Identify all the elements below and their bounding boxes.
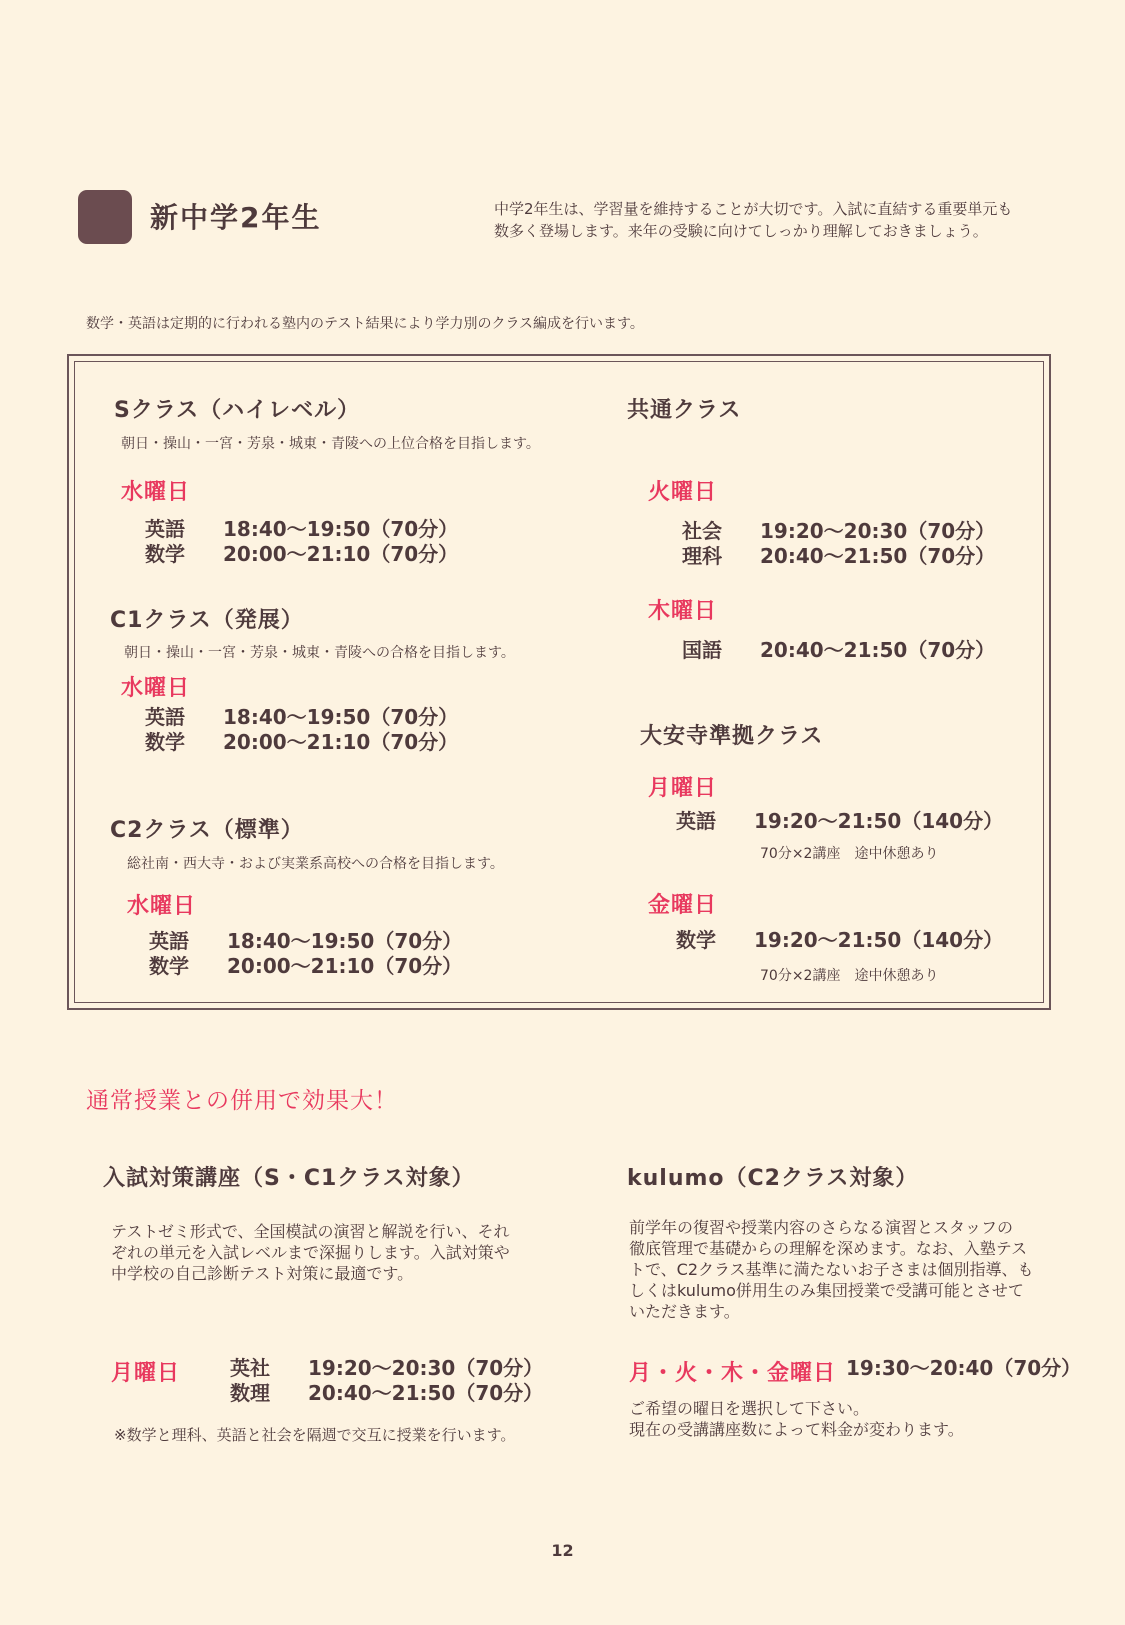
entrance-course-desc: [111, 1221, 571, 1284]
desc-line: 中学校の自己診断テスト対策に最適です。: [111, 1264, 414, 1283]
intro-line: 数多く登場します。来年の受験に向けてしっかり理解しておきましょう。: [494, 222, 988, 240]
common-day-tue: 火曜日: [648, 480, 718, 505]
schedule-row: [149, 954, 462, 979]
s-class-schedule: [145, 517, 458, 567]
subject: 理科: [682, 544, 722, 568]
subject: 英語: [145, 517, 185, 541]
desc-line: トで、C2クラス基準に満たないお子さまは個別指導、も: [629, 1260, 1034, 1279]
common-thu-schedule: [682, 638, 995, 663]
c2-class-day: 水曜日: [127, 894, 197, 919]
common-day-thu: 木曜日: [648, 599, 718, 624]
kulumo-desc: [629, 1217, 1089, 1322]
time: 20:00〜21:10（70分）: [223, 730, 459, 754]
desc-line: 前学年の復習や授業内容のさらなる演習とスタッフの: [629, 1218, 1014, 1237]
schedule-row: [145, 517, 458, 542]
subject: 英語: [676, 809, 716, 833]
time: 19:20〜20:30（70分）: [760, 519, 996, 543]
common-tue-schedule: [682, 519, 995, 569]
grade-title: 新中学2年生: [150, 201, 322, 234]
common-class-title: 共通クラス: [627, 398, 742, 423]
schedule-row: [149, 929, 462, 954]
entrance-course-title: 入試対策講座（S・C1クラス対象）: [103, 1166, 475, 1191]
kulumo-title: kulumo（C2クラス対象）: [627, 1166, 919, 1191]
s-class-title: Sクラス（ハイレベル）: [114, 398, 361, 423]
schedule-row: [230, 1356, 543, 1381]
subject: 英語: [145, 705, 185, 729]
daianji-day-fri: 金曜日: [648, 893, 718, 918]
c2-class-title: C2クラス（標準）: [110, 818, 304, 843]
time: 20:00〜21:10（70分）: [223, 542, 459, 566]
subject: 数学: [149, 954, 189, 978]
desc-line: テストゼミ形式で、全国模試の演習と解説を行い、それ: [111, 1222, 510, 1241]
daianji-mon-schedule: [676, 809, 1003, 834]
combo-banner: 通常授業との併用で効果大！: [86, 1088, 398, 1114]
time: 18:40〜19:50（70分）: [223, 517, 459, 541]
section-marker: [78, 190, 132, 244]
time: 19:20〜21:50（140分）: [754, 809, 1004, 833]
time: 20:40〜21:50（70分）: [308, 1381, 544, 1405]
subject: 数学: [676, 928, 716, 952]
time: 18:40〜19:50（70分）: [227, 929, 463, 953]
subject: 数学: [145, 730, 185, 754]
kulumo-notes: [629, 1398, 964, 1440]
intro-line: 中学2年生は、学習量を維持することが大切です。入試に直結する重要単元も: [494, 200, 1013, 218]
schedule-row: [145, 705, 458, 730]
time: 19:20〜21:50（140分）: [754, 928, 1004, 952]
c2-class-schedule: [149, 929, 462, 979]
entrance-schedule: [230, 1356, 543, 1406]
schedule-row: [682, 519, 995, 544]
schedule-row: [145, 542, 458, 567]
subject: 英社: [230, 1356, 270, 1380]
s-class-desc: 朝日・操山・一宮・芳泉・城東・青陵への上位合格を目指します。: [121, 436, 540, 452]
schedule-row: [682, 544, 995, 569]
time: 20:40〜21:50（70分）: [760, 544, 996, 568]
s-class-day: 水曜日: [121, 480, 191, 505]
class-note: 数学・英語は定期的に行われる塾内のテスト結果により学力別のクラス編成を行います。: [86, 316, 644, 332]
subject: 数学: [145, 542, 185, 566]
subject: 社会: [682, 519, 722, 543]
daianji-mon-note: 70分×2講座 途中休憩あり: [760, 846, 939, 862]
intro-text: [494, 198, 1054, 242]
kulumo-time: 19:30〜20:40（70分）: [846, 1356, 1082, 1380]
note-line: 現在の受講講座数によって料金が変わります。: [629, 1420, 964, 1439]
c2-class-desc: 総社南・西大寺・および実業系高校への合格を目指します。: [127, 856, 504, 872]
daianji-fri-note: 70分×2講座 途中休憩あり: [760, 968, 939, 984]
desc-line: いただきます。: [629, 1302, 740, 1321]
subject: 国語: [682, 638, 722, 662]
c1-class-day: 水曜日: [121, 676, 191, 701]
c1-class-title: C1クラス（発展）: [110, 608, 304, 633]
desc-line: しくはkulumo併用生のみ集団授業で受講可能とさせて: [629, 1281, 1024, 1300]
time: 20:00〜21:10（70分）: [227, 954, 463, 978]
entrance-day: 月曜日: [111, 1361, 181, 1386]
desc-line: ぞれの単元を入試レベルまで深掘りします。入試対策や: [111, 1243, 510, 1262]
schedule-row: [676, 809, 1003, 834]
subject: 数理: [230, 1381, 270, 1405]
daianji-class-title: 大安寺準拠クラス: [640, 724, 824, 749]
c1-class-schedule: [145, 705, 458, 755]
daianji-fri-schedule: [676, 928, 1003, 953]
subject: 英語: [149, 929, 189, 953]
schedule-row: [145, 730, 458, 755]
desc-line: 徹底管理で基礎からの理解を深めます。なお、入塾テス: [629, 1239, 1028, 1258]
kulumo-days: 月・火・木・金曜日: [629, 1361, 837, 1386]
note-line: ご希望の曜日を選択して下さい。: [629, 1399, 870, 1418]
daianji-day-mon: 月曜日: [648, 776, 718, 801]
schedule-row: [230, 1381, 543, 1406]
time: 20:40〜21:50（70分）: [760, 638, 996, 662]
schedule-row: [682, 638, 995, 663]
entrance-footnote: ※数学と理科、英語と社会を隔週で交互に授業を行います。: [114, 1426, 516, 1444]
time: 18:40〜19:50（70分）: [223, 705, 459, 729]
c1-class-desc: 朝日・操山・一宮・芳泉・城東・青陵への合格を目指します。: [124, 645, 515, 661]
schedule-row: [676, 928, 1003, 953]
page-number: 12: [551, 1541, 574, 1560]
time: 19:20〜20:30（70分）: [308, 1356, 544, 1380]
